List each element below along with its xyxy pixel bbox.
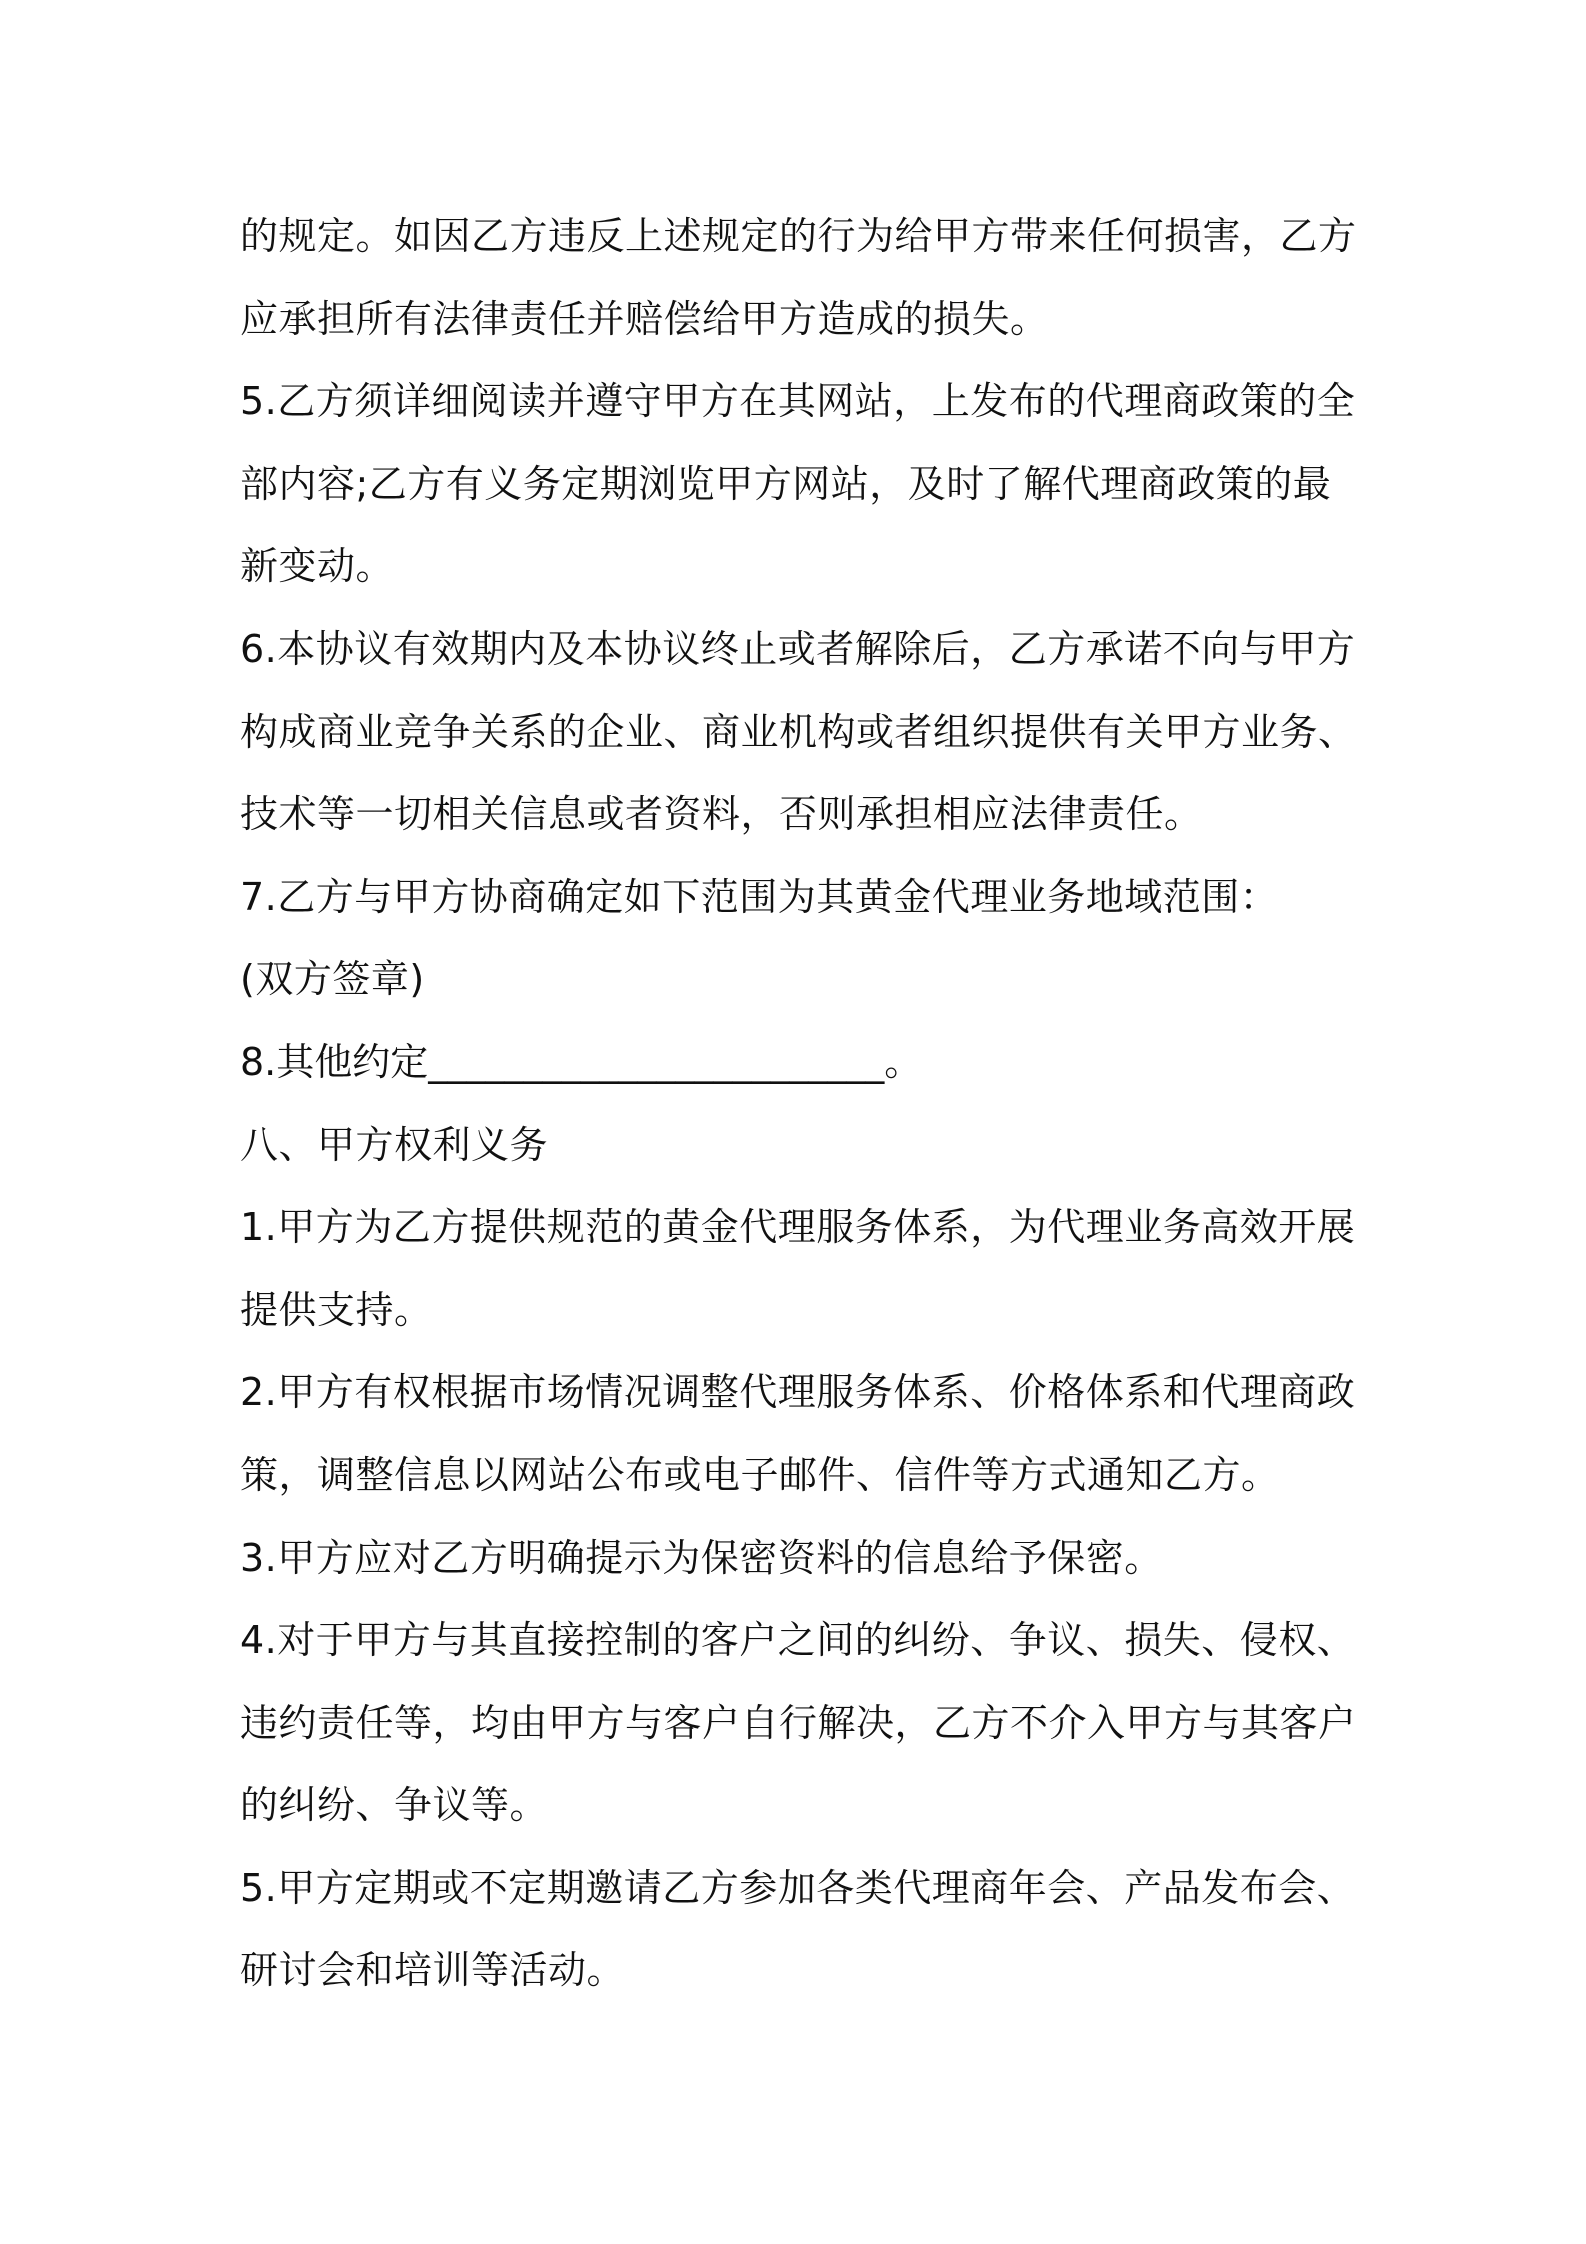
paragraph-clause-8: 8.其他约定________________________。 (240, 1039, 923, 1084)
paragraph-clause-6: 6.本协议有效期内及本协议终止或者解除后，乙方承诺不向与甲方构成商业竞争关系的企业、商业机构或者组织提供有关甲方业务、技术等一切相关信息或者资料，否则承担相应法律责任。 (240, 626, 1357, 837)
paragraph-clause-7: 7.乙方与甲方协商确定如下范围为其黄金代理业务地域范围： (240, 874, 1279, 919)
paragraph-a-clause-5: 5.甲方定期或不定期邀请乙方参加各类代理商年会、产品发布会、研讨会和培训等活动。 (240, 1865, 1356, 1993)
paragraph-clause-5: 5.乙方须详细阅读并遵守甲方在其网站，上发布的代理商政策的全部内容;乙方有义务定期浏览甲方网站，及时了解代理商政策的最新变动。 (240, 379, 1356, 589)
section-heading-party-a-rights: 八、甲方权利义务 (240, 1122, 549, 1167)
paragraph-a-clause-2: 2.甲方有权根据市场情况调整代理服务体系、价格体系和代理商政策，调整信息以网站公布或电子邮件、信件等方式通知乙方。 (240, 1370, 1356, 1497)
paragraph-continuation: 的规定。如因乙方违反上述规定的行为给甲方带来任何损害，乙方应承担所有法律责任并赔偿给甲方造成的损失。 (240, 214, 1357, 341)
paragraph-a-clause-4: 4.对于甲方与其直接控制的客户之间的纠纷、争议、损失、侵权、违约责任等，均由甲方与客户自行解决，乙方不介入甲方与其客户的纠纷、争议等。 (240, 1618, 1357, 1828)
paragraph-a-clause-1: 1.甲方为乙方提供规范的黄金代理服务体系，为代理业务高效开展提供支持。 (240, 1205, 1356, 1332)
document-page (240, 195, 1360, 2012)
paragraph-a-clause-3: 3.甲方应对乙方明确提示为保密资料的信息给予保密。 (240, 1535, 1163, 1580)
paragraph-signature-note: (双方签章) (240, 957, 425, 1002)
